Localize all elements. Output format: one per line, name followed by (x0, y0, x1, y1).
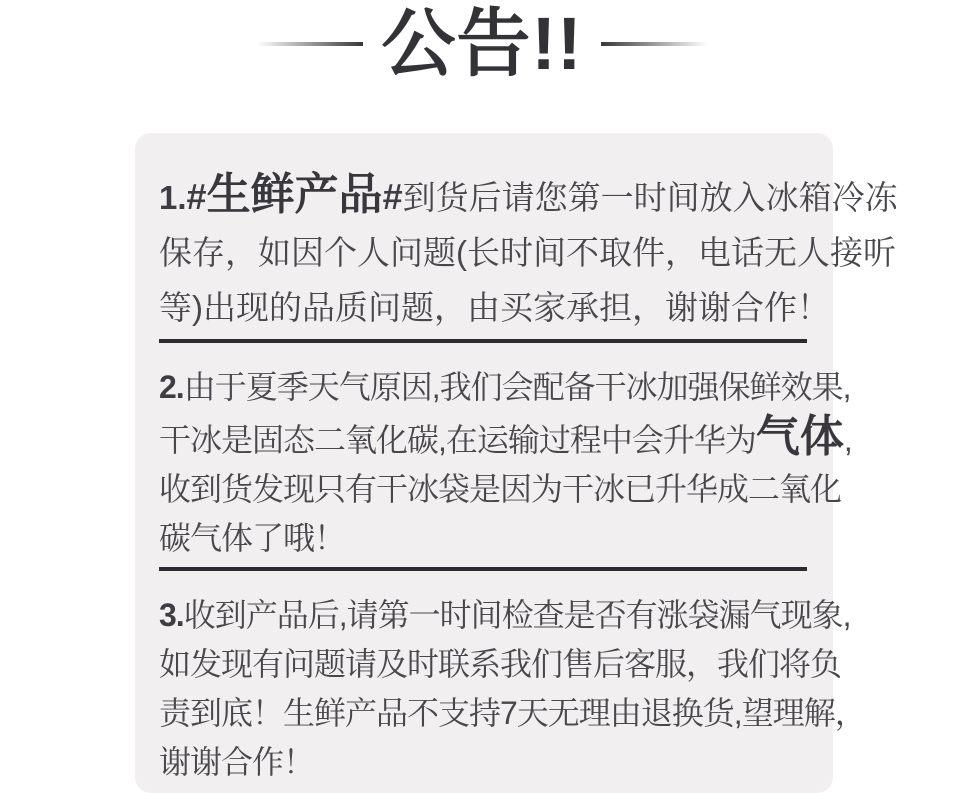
announcement-header (0, 0, 964, 88)
text-line (159, 225, 896, 280)
emphasized-text-run: 生鲜产品 (206, 170, 383, 219)
text-run: 2. (159, 369, 184, 405)
text-run: 保存，如因个人问题(长时间不取件，电话无人接听 (159, 234, 896, 271)
title-decor-line-right (601, 42, 707, 46)
emphasized-text-run: 气体 (755, 412, 844, 461)
text-run: # (382, 176, 403, 217)
notice-paragraph-1 (159, 167, 898, 335)
text-run: 谢谢合作！ (159, 744, 315, 780)
text-run: 由于夏季天气原因,我们会配备干冰加强保鲜效果, (183, 369, 851, 405)
text-run: # (186, 176, 207, 217)
text-line (159, 280, 830, 335)
text-line (159, 167, 898, 225)
text-line (159, 640, 842, 689)
text-run: 到货后请您第一时间放入冰箱冷冻 (402, 179, 898, 216)
text-run: 干冰是固态二氧化碳,在运输过程中会升华为 (159, 422, 756, 458)
text-run: 碳气体了哦！ (159, 520, 346, 556)
section-divider (159, 339, 807, 343)
text-run: 责到底！生鲜产品不支持7天无理由退换货,望理解， (159, 695, 866, 731)
section-divider (159, 567, 807, 571)
text-run: 收到产品后,请第一时间检查是否有涨袋漏气现象, (183, 597, 851, 633)
text-run: 1. (159, 179, 187, 216)
text-run: 3. (159, 597, 184, 633)
text-line (159, 689, 866, 738)
text-line (159, 591, 851, 640)
text-line (159, 412, 852, 465)
announcement-title: 公告!! (381, 2, 583, 85)
text-run: 等)出现的品质问题，由买家承担，谢谢合作！ (159, 289, 830, 326)
notice-paragraph-2 (159, 363, 852, 563)
notice-card (135, 133, 898, 793)
text-run: 收到货发现只有干冰袋是因为干冰已升华成二氧化 (159, 471, 842, 507)
text-run: 如发现有问题请及时联系我们售后客服，我们将负 (159, 646, 842, 682)
text-line (159, 514, 808, 563)
title-decor-line-left (257, 42, 363, 46)
text-line (159, 363, 851, 412)
text-line (159, 465, 842, 514)
text-run: , (843, 422, 852, 458)
notice-paragraph-3 (159, 591, 866, 787)
